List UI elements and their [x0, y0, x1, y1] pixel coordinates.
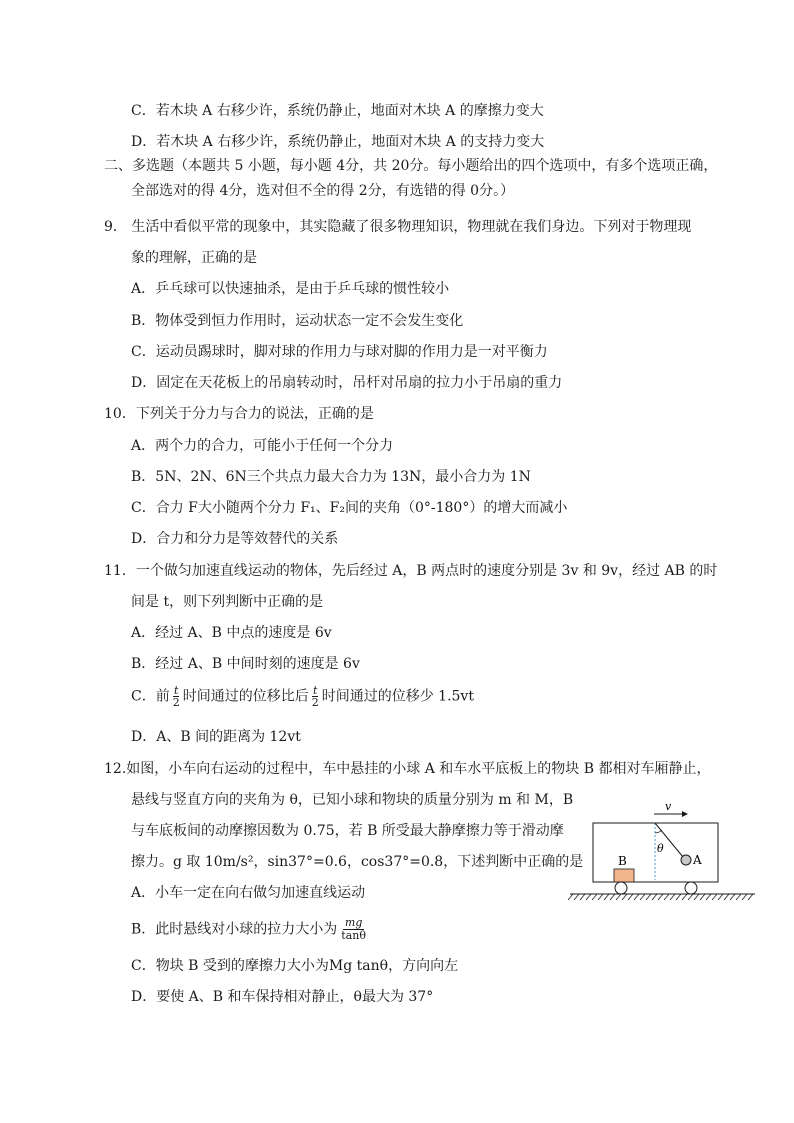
- q11-option-b: B．经过 A、B 中间时刻的速度是 6v: [131, 656, 360, 672]
- q11-option-a: A．经过 A、B 中点的速度是 6v: [131, 625, 332, 641]
- block-b: [614, 869, 634, 882]
- q11-option-c-pre: C．前: [131, 688, 170, 705]
- q11-option-c: [131, 685, 474, 708]
- q8-option-c: C．若木块 A 右移少许，系统仍静止，地面对木块 A 的摩擦力变大: [131, 103, 544, 119]
- ground-hatching: [568, 894, 753, 900]
- q11-stem-line1: 11．一个做匀加速直线运动的物体，先后经过 A，B 两点时的速度分别是 3v 和 9v，经过 AB 的时: [104, 563, 718, 579]
- ground-hatch-stroke: [724, 894, 729, 900]
- q9-stem-line1: 9． 生活中看似平常的现象中，其实隐藏了很多物理知识，物理就在我们身边。下列对于物理现: [104, 219, 692, 235]
- ground-hatch-stroke: [706, 894, 711, 900]
- section2-header-line1: 二、多选题（本题共 5 小题，每小题 4分，共 20分。每小题给出的四个选项中，有多个选项正确，: [104, 158, 718, 174]
- ground-hatch-stroke: [574, 894, 579, 900]
- ball-a-label: A: [693, 853, 702, 867]
- ground-hatch-stroke: [598, 894, 603, 900]
- q12-option-c: C．物块 B 受到的摩擦力大小为Mg tanθ，方向向左: [131, 958, 459, 974]
- ground-hatch-stroke: [568, 894, 573, 900]
- fraction-t-over-2: $\frac{t}{2}$: [172, 684, 180, 709]
- q10-option-d: D．合力和分力是等效替代的关系: [131, 531, 339, 547]
- ground-hatch-stroke: [640, 894, 645, 900]
- q11-stem-line2: 间是 t，则下列判断中正确的是: [131, 594, 324, 610]
- ground-hatch-stroke: [700, 894, 705, 900]
- q11-option-d: D．A、B 间的距离为 12vt: [131, 729, 301, 745]
- q10-option-a: A．两个力的合力，可能小于任何一个分力: [131, 438, 394, 454]
- q12-stem-line3: 与车底板间的动摩擦因数为 0.75，若 B 所受最大静摩擦力等于滑动摩: [131, 823, 564, 839]
- q10-option-b: B．5N、2N、6N三个共点力最大合力为 13N，最小合力为 1N: [131, 469, 531, 485]
- ground-hatch-stroke: [664, 894, 669, 900]
- q10-option-c: C．合力 F大小随两个分力 F₁、F₂间的夹角（0°-180°）的增大而减小: [131, 500, 568, 516]
- q12-option-b: [131, 917, 370, 942]
- q9-option-a: A．乒乓球可以快速抽杀，是由于乒乓球的惯性较小: [131, 281, 450, 297]
- q12-option-d: D．要使 A、B 和车保持相对静止，θ最大为 37°: [131, 989, 434, 1005]
- ground-hatch-stroke: [718, 894, 723, 900]
- ground-hatch-stroke: [712, 894, 717, 900]
- ground-hatch-stroke: [646, 894, 651, 900]
- theta-label: θ: [657, 842, 664, 855]
- ground-hatch-stroke: [682, 894, 687, 900]
- fraction-mg-over-tan-theta: $\frac{mg}{\tan\theta}$: [341, 916, 366, 942]
- ground-hatch-stroke: [592, 894, 597, 900]
- wheel-left: [615, 882, 627, 894]
- ground-hatch-stroke: [742, 894, 747, 900]
- velocity-arrowhead: [682, 811, 688, 817]
- cart-figure: [565, 800, 765, 910]
- ground-hatch-stroke: [622, 894, 627, 900]
- q9-stem-line2: 象的理解，正确的是: [131, 250, 257, 266]
- ground-hatch-stroke: [586, 894, 591, 900]
- wheel-right: [685, 882, 697, 894]
- velocity-label: v: [665, 800, 672, 813]
- fraction-t-over-2: $\frac{t}{2}$: [311, 684, 319, 709]
- q12-stem-line1: 12.如图，小车向右运动的过程中，车中悬挂的小球 A 和车水平底板上的物块 B 都相对车厢静止，: [104, 761, 711, 777]
- q8-option-d: D．若木块 A 右移少许，系统仍静止，地面对木块 A 的支持力变大: [131, 134, 545, 150]
- ground-hatch-stroke: [616, 894, 621, 900]
- q9-option-b: B．物体受到恒力作用时，运动状态一定不会发生变化: [131, 313, 464, 329]
- ground-hatch-stroke: [688, 894, 693, 900]
- ground-hatch-stroke: [748, 894, 753, 900]
- ground-hatch-stroke: [670, 894, 675, 900]
- ground-hatch-stroke: [628, 894, 633, 900]
- q10-stem: 10．下列关于分力与合力的说法，正确的是: [104, 406, 374, 422]
- ground-hatch-stroke: [652, 894, 657, 900]
- q12-option-b-pre: B．此时悬线对小球的拉力大小为: [131, 921, 338, 938]
- ground-hatch-stroke: [676, 894, 681, 900]
- ground-hatch-stroke: [634, 894, 639, 900]
- q11-option-c-post: 时间通过的位移少 1.5vt: [321, 688, 474, 705]
- q12-option-a: A．小车一定在向右做匀加速直线运动: [131, 885, 366, 901]
- q12-stem-line2: 悬线与竖直方向的夹角为 θ，已知小球和物块的质量分别为 m 和 M，B: [131, 792, 574, 808]
- ground-hatch-stroke: [604, 894, 609, 900]
- q9-option-d: D．固定在天花板上的吊扇转动时，吊杆对吊扇的拉力小于吊扇的重力: [131, 375, 563, 391]
- ground-hatch-stroke: [580, 894, 585, 900]
- q12-stem-line4: 擦力。g 取 10m/s²，sin37°=0.6，cos37°=0.8，下述判断中正确的是: [131, 854, 584, 870]
- ground-hatch-stroke: [736, 894, 741, 900]
- q11-option-c-mid: 时间通过的位移比后: [182, 688, 309, 705]
- ball-a: [681, 855, 691, 865]
- block-b-label: B: [618, 854, 627, 868]
- ground-hatch-stroke: [730, 894, 735, 900]
- ground-hatch-stroke: [694, 894, 699, 900]
- ground-hatch-stroke: [658, 894, 663, 900]
- section2-header-line2: 全部选对的得 4分，选对但不全的得 2分，有选错的得 0分。）: [131, 183, 515, 199]
- q9-option-c: C．运动员踢球时，脚对球的作用力与球对脚的作用力是一对平衡力: [131, 344, 548, 360]
- ground-hatch-stroke: [610, 894, 615, 900]
